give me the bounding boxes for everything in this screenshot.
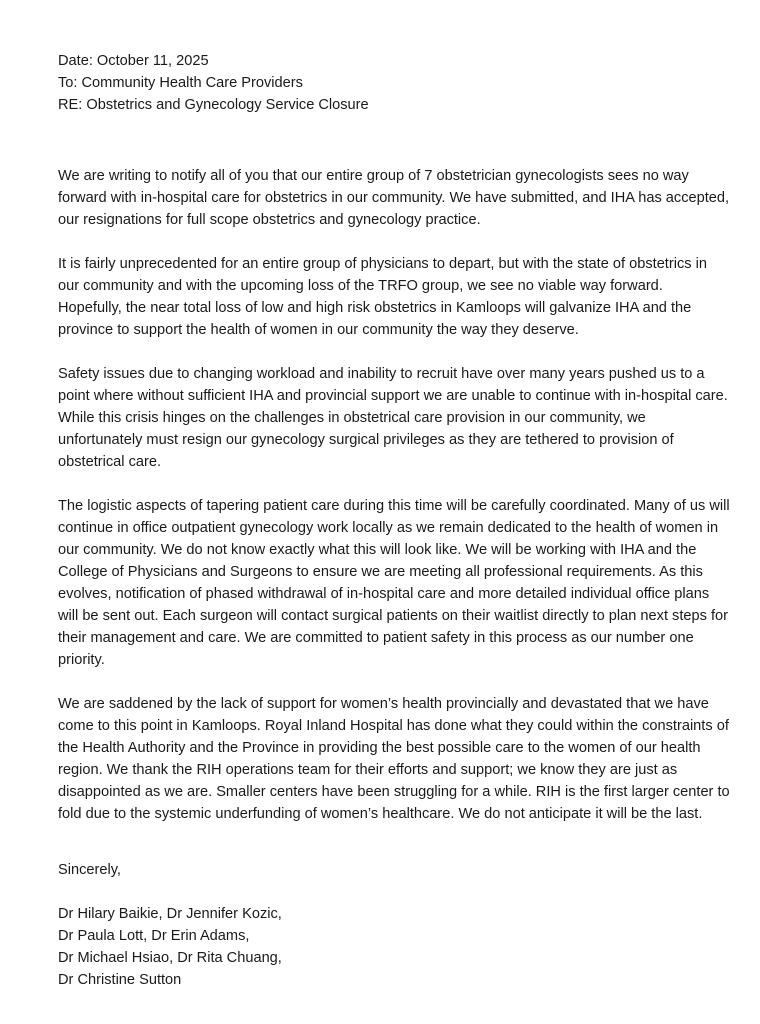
signatory-line: Dr Paula Lott, Dr Erin Adams, xyxy=(58,928,250,944)
paragraph-safety-issues: Safety issues due to changing workload and inability to recruit have over many years pushed us to a point where without sufficient IHA and provincial support we are unable to continue with in-hospital care. While this crisis hinges on the challenges in obstetrical care provision in our community, we unfortunately must resign our gynecology surgical privileges as they are tethered to provision of obstetrical care. xyxy=(58,366,728,470)
date-line: Date: October 11, 2025 xyxy=(58,53,209,69)
letter-header xyxy=(58,50,730,116)
paragraph-unprecedented: It is fairly unprecedented for an entire group of physicians to depart, but with the state of obstetrics in our community and with the upcoming loss of the TRFO group, we see no viable way forward. Hopefully, the near total loss of low and high risk obstetrics in Kamloops will galvanize IHA and the province to support the health of women in our community the way they deserve. xyxy=(58,256,707,338)
paragraph-logistics: The logistic aspects of tapering patient care during this time will be carefully coordinated. Many of us will continue in office outpatient gynecology work locally as we remain dedicated to the health of women in our community. We do not know exactly what this will look like. We will be working with IHA and the College of Physicians and Surgeons to ensure we are meeting all professional requirements. As this evolves, notification of phased withdrawal of in-hospital care and more detailed individual office plans will be sent out. Each surgeon will contact surgical patients on their waitlist directly to plan next steps for their management and care. We are committed to patient safety in this process as our number one priority. xyxy=(58,498,730,668)
signatory-line: Dr Michael Hsiao, Dr Rita Chuang, xyxy=(58,950,282,966)
recipient-line: To: Community Health Care Providers xyxy=(58,75,303,91)
signatory-line: Dr Christine Sutton xyxy=(58,972,182,988)
letter-page xyxy=(58,50,730,991)
letter-body xyxy=(58,165,730,825)
signatory-line: Dr Hilary Baikie, Dr Jennifer Kozic, xyxy=(58,906,282,922)
signatory-list xyxy=(58,903,730,991)
paragraph-saddened: We are saddened by the lack of support for women’s health provincially and devastated that we have come to this point in Kamloops. Royal Inland Hospital has done what they could within the constraints of the Health Authority and the Province in providing the best possible care to the women of our health region. We thank the RIH operations team for their efforts and support; we know they are just as disappointed as we are. Smaller centers have been struggling for a while. RIH is the first larger center to fold due to the systemic underfunding of women’s healthcare. We do not anticipate it will be the last. xyxy=(58,696,730,822)
subject-line: RE: Obstetrics and Gynecology Service Closure xyxy=(58,97,369,113)
paragraph-notification: We are writing to notify all of you that our entire group of 7 obstetrician gynecologists sees no way forward with in-hospital care for obstetrics in our community. We have submitted, and IHA has accepted, our resignations for full scope obstetrics and gynecology practice. xyxy=(58,168,730,228)
closing-salutation: Sincerely, xyxy=(58,862,121,878)
